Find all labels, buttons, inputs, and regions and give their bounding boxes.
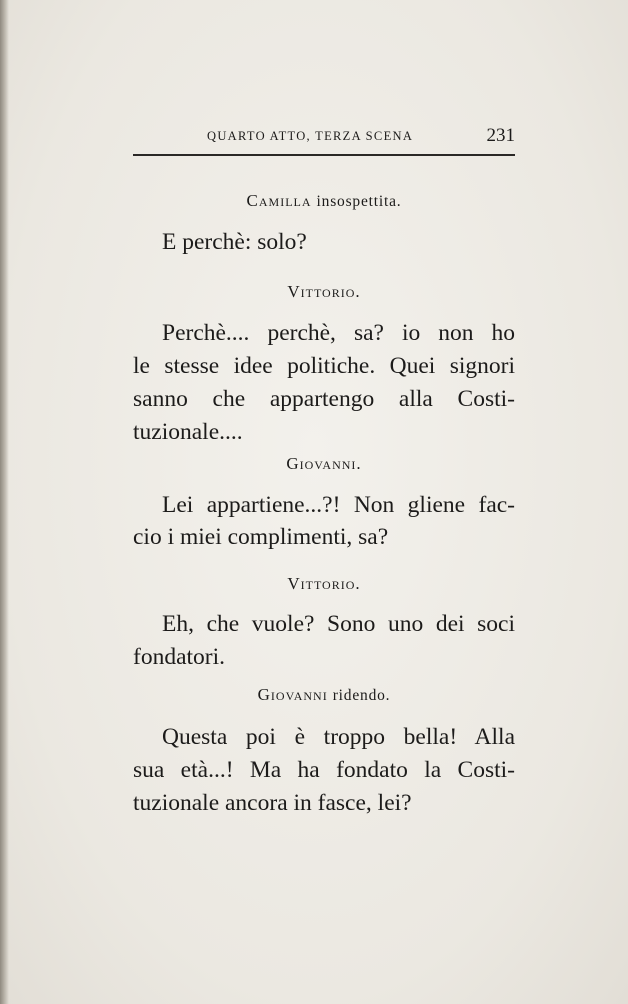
- dialogue-line: Questa poi è troppo bella! Alla: [162, 724, 515, 750]
- dialogue-line: Eh, che vuole? Sono uno dei soci: [162, 611, 515, 637]
- header-rule: [133, 154, 515, 156]
- dialogue-line: Perchè.... perchè, sa? io non ho: [162, 320, 515, 346]
- dialogue-line: E perchè: solo?: [162, 229, 307, 255]
- speaker-name: Giovanni.: [286, 454, 362, 473]
- dialogue-line: cio i miei complimenti, sa?: [133, 524, 389, 550]
- stage-direction: ridendo.: [332, 687, 391, 704]
- page-binding-edge: [0, 0, 9, 1004]
- page-number: 231: [486, 125, 515, 146]
- speaker-name: Vittorio.: [287, 574, 361, 593]
- stage-direction: insospettita.: [316, 193, 402, 210]
- speaker-name: Vittorio.: [287, 282, 361, 301]
- running-title: QUARTO ATTO, TERZA SCENA: [207, 129, 414, 143]
- dialogue-line: fondatori.: [133, 644, 226, 670]
- dialogue-line: sanno che appartengo alla Costi-: [133, 386, 515, 412]
- dialogue-line: tuzionale....: [133, 419, 243, 445]
- speaker-heading: [133, 191, 515, 211]
- speaker-name: Camilla: [246, 191, 312, 210]
- page-header: [133, 126, 515, 150]
- dialogue-line: le stesse idee politiche. Quei signori: [133, 353, 515, 379]
- dialogue-line: Lei appartiene...?! Non gliene fac-: [162, 492, 515, 518]
- speaker-heading: [133, 574, 515, 594]
- dialogue-line: tuzionale ancora in fasce, lei?: [133, 790, 412, 816]
- speaker-name: Giovanni: [257, 685, 328, 704]
- speaker-heading: [133, 282, 515, 302]
- speaker-heading: [133, 454, 515, 474]
- dialogue-line: sua età...! Ma ha fondato la Costi-: [133, 757, 515, 783]
- speaker-heading: [133, 685, 515, 705]
